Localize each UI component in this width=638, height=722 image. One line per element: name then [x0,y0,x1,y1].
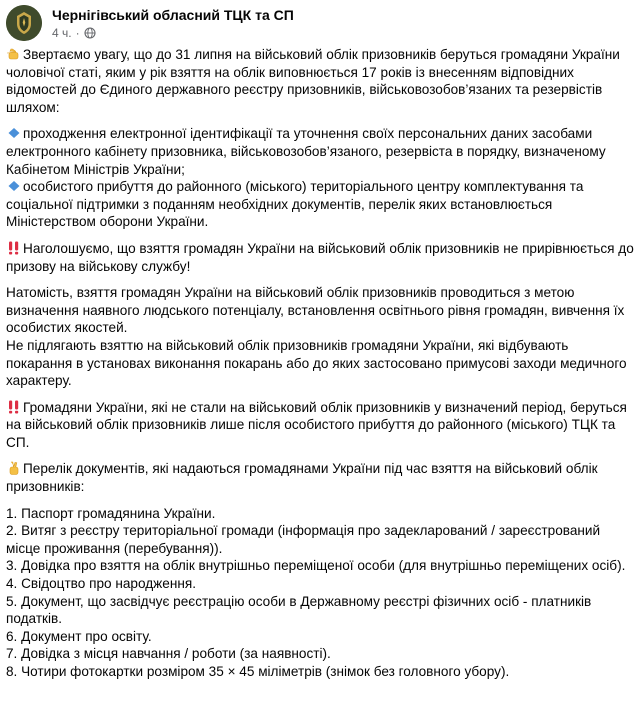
documents-intro-text: Перелік документів, які надаються громадянами України під час взяття на військовий облік призовників: [6,461,598,495]
blue-diamond-icon [6,126,22,140]
list-item: 5. Документ, що засвідчує реєстрацію особи в Державному реєстрі фізичних осіб - платників податків. [6,593,592,627]
post-timestamp[interactable]: 4 ч. [52,25,72,40]
bullet-electronic-text: проходження електронної ідентифікації та уточнення своїх персональних даних засобами електронного кабінету призовника, військовозобов’язаного, резервіста в порядку, визначеному Кабінетом Міністрів України; [6,126,606,177]
list-item: 4. Свідоцтво про народження. [6,576,196,592]
list-item: 3. Довідка про взяття на облік внутрішньо переміщеної особи (для внутрішньо переміщених осіб). [6,558,626,574]
post-body [6,46,634,681]
list-item: 2. Витяг з реєстру територіальної громади (інформація про задекларований / зареєстрований місце проживання (перебування)). [6,523,601,556]
documents-list [6,505,634,681]
explanation-paragraph-2 [6,337,634,390]
meta-separator: · [75,25,80,40]
double-exclamation-icon [6,241,22,255]
post-meta [52,25,294,41]
warning-text-1: Наголошуємо, що взяття громадян України на військовий облік призовників не прирівнюється до призову на військову службу! [6,240,634,274]
list-item: 8. Чотири фотокартки розміром 35 × 45 міліметрів (знімок без головного убору). [6,664,510,679]
list-item: 6. Документ про освіту. [6,628,152,644]
bullet-electronic [6,125,634,178]
warning-text-2: Громадяни України, які не стали на військовий облік призовників у визначений період, беруться на військовий облік призовників лише після особистого прибуття до районного (міського) ТЦК та СП. [6,399,627,450]
list-item: 7. Довідка з місця навчання / роботи (за наявності). [6,646,331,662]
explanation-text-2: Не підлягають взяттю на військовий облік призовників громадяни України, які відбувають покарання в установах виконання покарань або до яких застосовано примусові заходи медичного характеру. [6,337,627,389]
post-header [6,0,634,46]
blue-diamond-icon [6,179,22,193]
warning-paragraph-1 [6,240,634,275]
bullet-personal-text: особистого прибуття до районного (міського) територіального центру комплектування та соціальної підтримки з поданням необхідних документів, перелік яких встановлюється Міністерством оборони України. [6,179,584,230]
intro-text: Звертаємо увагу, що до 31 липня на військовий облік призовників беруться громадяни України чоловічої статі, яким у рік взяття на облік виповнюється 17 років із внесенням відповідних відомостей до Єдиного державного реєстру призовників, військовозобов’язаних та резервістів шляхом: [6,47,620,115]
list-item: 1. Паспорт громадянина України. [6,505,216,521]
intro-paragraph [6,46,634,116]
globe-icon[interactable] [84,27,96,39]
documents-intro [6,460,634,495]
page-name-link[interactable]: Чернігівський обласний ТЦК та СП [52,6,294,23]
pointing-hand-icon [6,47,22,61]
page-avatar[interactable] [6,5,42,41]
bullet-personal [6,178,634,231]
explanation-text-1: Натомість, взяття громадян України на військовий облік призовників проводиться з метою визначення наявного людського потенціалу, встановлення освітнього рівня громадян, вивчення їх особистих якостей. [6,285,625,336]
victory-hand-icon [6,461,22,475]
warning-paragraph-2 [6,399,634,452]
explanation-paragraph-1 [6,284,634,337]
double-exclamation-icon [6,400,22,414]
emblem-avatar-icon [6,5,42,41]
